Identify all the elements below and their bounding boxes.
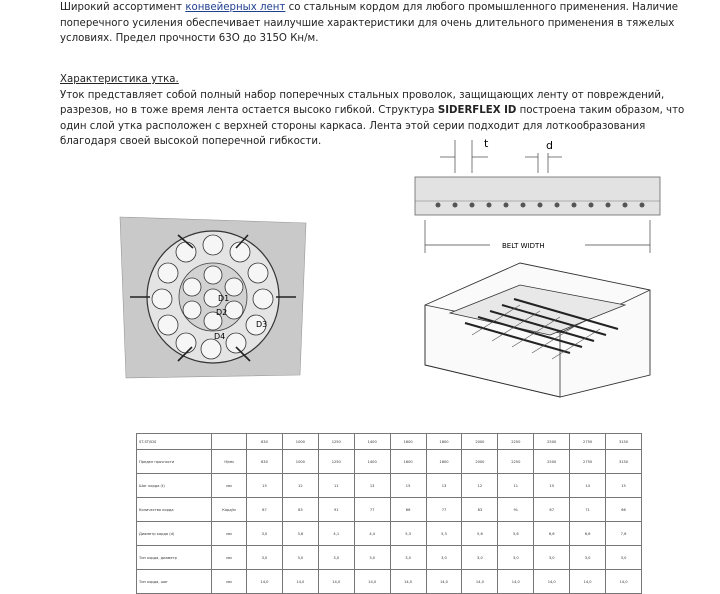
table-cell: 3,0 [570,546,606,570]
specification-table [136,433,642,594]
table-cell: 14,0 [354,570,390,594]
table-cell: мм [212,570,247,594]
table-cell: Количество корда [137,498,212,522]
table-cell: 6,6 [570,522,606,546]
table-cell: 3150 [606,450,642,474]
table-cell: 14,0 [498,570,534,594]
table-cell: 630 [247,450,283,474]
table-cell: 1400 [354,450,390,474]
table-header-row [137,434,642,450]
table-cell: 2750 [570,450,606,474]
belt-structure-figure [410,135,665,400]
table-cell: 1600 [390,450,426,474]
table-cell: 5,3 [390,522,426,546]
table-cell: 15 [247,474,283,498]
table-cell: 2000 [462,450,498,474]
table-cell: 14,0 [426,570,462,594]
table-cell: 3,0 [426,546,462,570]
table-cell: 3,0 [354,546,390,570]
table-cell: 7,6 [606,522,642,546]
table-cell: 77 [426,498,462,522]
table-cell: 14,0 [534,570,570,594]
table-row [137,474,642,498]
cord-label-d4: D4 [214,332,226,341]
table-cell: 83 [282,498,318,522]
table-cell: 15 [534,474,570,498]
table-cell: 14 [570,474,606,498]
table-cell: 4,1 [318,522,354,546]
table-cell: 14,0 [606,570,642,594]
table-cell: 2500 [534,434,570,450]
weft-text-start: Уток представляет собой полный набор поперечных стальных проволок, защищающих ленту от повреждений, разрезов, но в тоже время лента остается высоко гибкой. Структура [60,89,665,117]
intro-text-end: со стальным кордом для любого промышленного применения. Наличие поперечного усиления обеспечивает наилучшие характеристики для очень длительного применения в тяжелых условиях. Предел прочности 63О до 315О Кн/м. [60,2,679,45]
table-cell: 3,0 [318,546,354,570]
table-cell: Н/мм [212,450,247,474]
table-cell: Корд/м [212,498,247,522]
table-cell: 14,0 [247,570,283,594]
table-cell: 14,0 [390,570,426,594]
table-cell: 3150 [606,434,642,450]
cord-cross-section-figure [118,215,308,380]
table-cell: Тип корда, шаг [137,570,212,594]
table-cell: 2250 [498,450,534,474]
table-row [137,450,642,474]
diameter-label: d [546,139,553,152]
table-cell: 14,0 [462,570,498,594]
table-cell: 67 [534,498,570,522]
table-cell: 14,0 [282,570,318,594]
table-cell: 14,0 [318,570,354,594]
table-cell: 2500 [534,450,570,474]
table-cell: 4,4 [354,522,390,546]
cord-label-d2: D2 [216,308,228,317]
table-cell: 3,0 [462,546,498,570]
table-cell: 1400 [354,434,390,450]
intro-paragraph [60,0,700,47]
table-cell: 12 [282,474,318,498]
table-cell: мм [212,522,247,546]
conveyor-belts-link[interactable]: конвейерных лент [185,2,286,13]
table-cell: 12 [462,474,498,498]
table-cell: 1000 [282,434,318,450]
intro-text-start: Широкий ассортимент [60,2,186,13]
table-cell: 67 [247,498,283,522]
table-cell: мм [212,474,247,498]
table-cell: 83 [462,498,498,522]
table-row [137,546,642,570]
table-cell: 5,3 [426,522,462,546]
table-cell: 3,0 [390,546,426,570]
table-cell: 66 [390,498,426,522]
table-cell: 5,6 [498,522,534,546]
table-cell: Диаметр корда (d) [137,522,212,546]
table-cell: 5,6 [462,522,498,546]
table-cell: 77 [354,498,390,522]
table-cell: 1600 [390,434,426,450]
table-cell: 1250 [318,450,354,474]
cord-label-d1: D1 [218,294,230,303]
table-cell: 13 [426,474,462,498]
table-cell: Шаг корда (t) [137,474,212,498]
belt-width-label: BELT WIDTH [502,242,545,250]
table-cell: 3,0 [606,546,642,570]
table-cell: 630 [247,434,283,450]
table-cell: 66 [606,498,642,522]
table-cell: 13 [354,474,390,498]
table-cell: 2250 [498,434,534,450]
table-cell: 3,6 [282,522,318,546]
table-cell: Тип корда, диаметр [137,546,212,570]
table-cell: ST-ST/IDS [137,434,212,450]
cord-label-d3: D3 [256,320,268,329]
pitch-label: t [484,137,489,150]
table-cell: 6,6 [534,522,570,546]
table-row [137,522,642,546]
table-cell: 15 [390,474,426,498]
table-cell [212,434,247,450]
table-cell: 91 [318,498,354,522]
table-cell: 71 [570,498,606,522]
table-cell: 11 [498,474,534,498]
table-cell: 14,0 [570,570,606,594]
table-cell: 3,0 [247,546,283,570]
table-cell: Предел прочности [137,450,212,474]
table-cell: 1800 [426,434,462,450]
weft-heading: Характеристика утка. [60,74,179,85]
table-cell: 91 [498,498,534,522]
table-row [137,498,642,522]
table-cell: мм [212,546,247,570]
table-row [137,570,642,594]
table-cell: 1000 [282,450,318,474]
table-cell: 2000 [462,434,498,450]
brand-name: SIDERFLEX ID [437,105,517,117]
table-cell: 1250 [318,434,354,450]
table-cell: 3,0 [498,546,534,570]
table-cell: 3,0 [534,546,570,570]
table-cell: 11 [318,474,354,498]
table-cell: 2750 [570,434,606,450]
table-cell: 3,0 [282,546,318,570]
table-cell: 3,0 [247,522,283,546]
weft-text-end: построена таким образом, что один слой утка расположен с верхней стороны каркаса. Лента этой серии подходит для лоткообразования благодаря своей высокой поперечной гибкости. [60,105,685,148]
table-cell: 15 [606,474,642,498]
table-cell: 1800 [426,450,462,474]
